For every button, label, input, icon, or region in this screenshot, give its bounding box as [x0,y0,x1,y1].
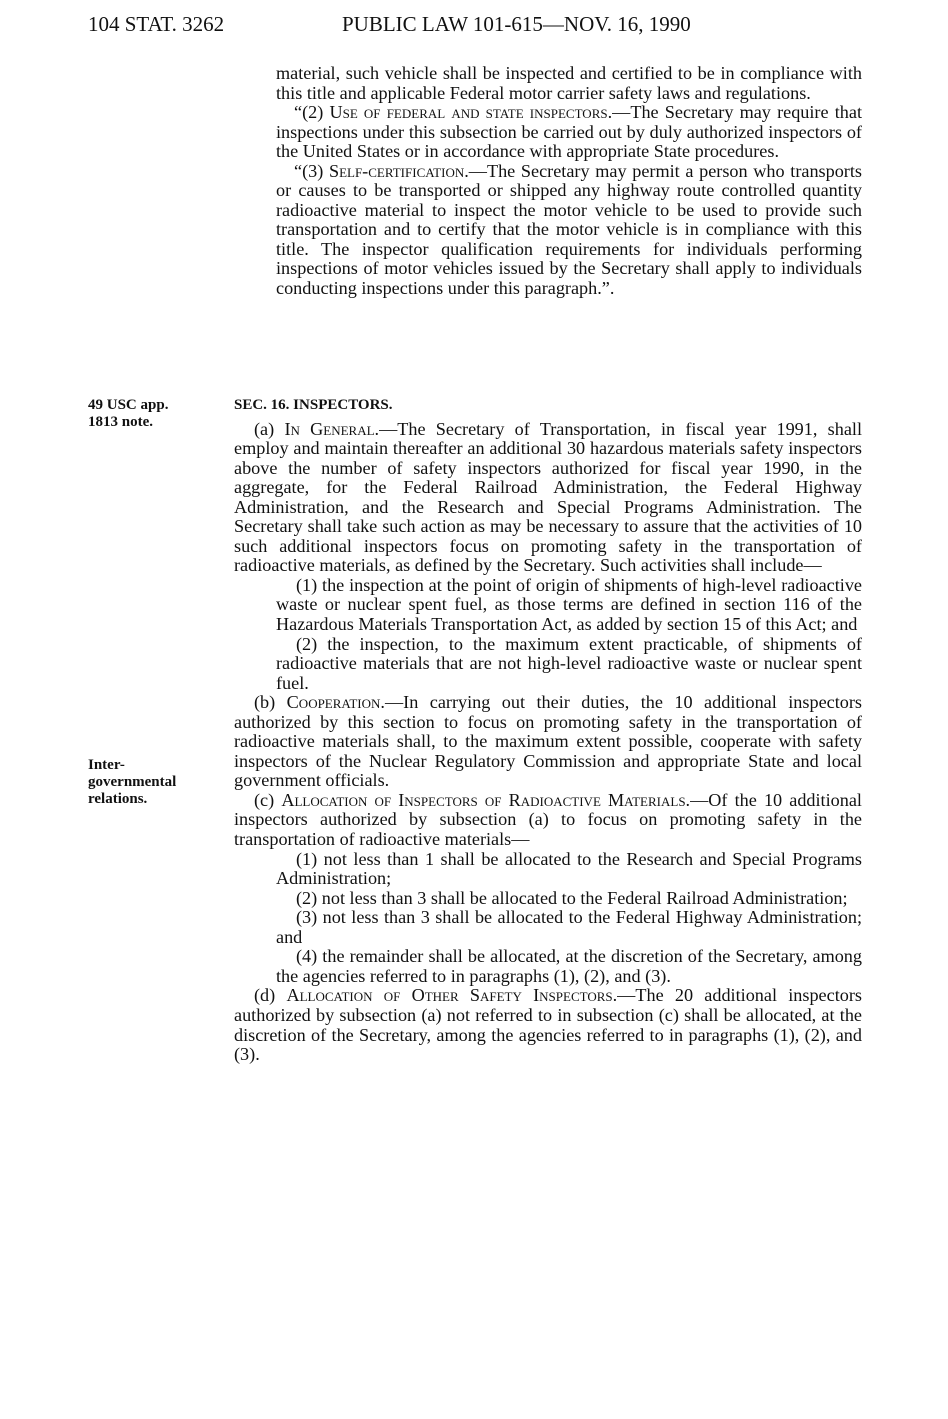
margin-note-line: governmental [88,774,177,790]
paragraph-c1: (1) not less than 1 shall be allocated to the Research and Special Programs Administration; [276,848,862,889]
subsection-heading: Allocation of Inspectors of Radioactive Materials. [281,789,691,810]
subsection-b: (b) Cooperation.—In carrying out their duties, the 10 additional inspectors authorized by this section to focus on promoting safety in the transportation of radioactive materials shall, to the maximum extent possible, cooperate with safety inspectors of the Nuclear Regulatory Commission and appropriate State and local government officials. [234,692,862,791]
margin-note-line: 1813 note. [88,414,153,430]
paragraph-c3: (3) not less than 3 shall be allocated to the Federal Highway Administration; and [276,907,862,947]
margin-note-line: 49 USC app. [88,397,169,413]
subsection-a: (a) In General.—The Secretary of Transportation, in fiscal year 1991, shall employ and maintain thereafter an additional 30 hazardous materials safety inspectors above the number of safety inspectors authorized for fiscal year 1990, in the aggregate, for the Federal Railroad Administration, the Federal Highway Administration, and the Research and Special Programs Administration. The Secretary shall take such action as may be necessary to assure that the activities of 10 such additional inspectors focus on promoting safety in the transportation of radioactive materials, as defined by the Secretary. Such activities shall include— [234,418,863,576]
section-16-block [234,396,862,1065]
margin-note-intergovernmental [88,757,213,808]
subsection-c: (c) Allocation of Inspectors of Radioactive Materials.—Of the 10 additional inspectors authorized by subsection (a) to focus on promoting safety in the transportation of radioactive materials— [234,789,862,850]
paragraph-2: “(2) Use of federal and state inspectors.—The Secretary may require that inspections under this subsection be carried out by duly authorized inspectors of the United States or in accordance with appropriate State procedures. [276,102,862,162]
paragraph-heading: Self-certification. [328,160,469,181]
paragraph-heading: Use of federal and state inspectors. [329,102,613,123]
stat-page-number: 104 STAT. 3262 [88,12,225,36]
margin-note-usc [88,397,213,431]
subsection-heading: In General. [284,418,380,439]
paragraph-3: “(3) Self-certification.—The Secretary may permit a person who transports or causes to be transported or shipped any highway route controlled quantity radioactive material to inspect the motor vehicle to be used to provide such transportation and to certify that the motor vehicle is in compliance with this title. The inspector qualification requirements for individuals performing inspections of motor vehicles issued by the Secretary shall apply to individuals conducting inspections under this paragraph.”. [276,160,862,299]
paragraph-a2: (2) the inspection, to the maximum extent practicable, of shipments of radioactive materials that are not high-level radioactive waste or nuclear spent fuel. [276,633,862,693]
section-heading: SEC. 16. INSPECTORS. [234,397,393,413]
continued-text-block [276,64,862,299]
subsection-d: (d) Allocation of Other Safety Inspectors.—The 20 additional inspectors authorized by subsection (a) not referred to in subsection (c) shall be allocated, at the discretion of the Secretary, among the agencies referred to in paragraphs (1), (2), and (3). [234,985,862,1065]
continued-paragraph: material, such vehicle shall be inspected and certified to be in compliance with this title and applicable Federal motor carrier safety laws and regulations. [276,63,862,103]
margin-note-line: Inter- [88,757,125,773]
paragraph-c4: (4) the remainder shall be allocated, at the discretion of the Secretary, among the agencies referred to in paragraphs (1), (2), and (3). [276,946,862,986]
public-law-title: PUBLIC LAW 101-615—NOV. 16, 1990 [342,12,691,36]
paragraph-c2: (2) not less than 3 shall be allocated to the Federal Railroad Administration; [296,887,848,908]
subsection-heading: Allocation of Other Safety Inspectors. [286,985,618,1006]
margin-note-line: relations. [88,791,148,807]
page-header [88,12,848,42]
paragraph-a1: (1) the inspection at the point of origin of shipments of high-level radioactive waste or nuclear spent fuel, as those terms are defined in section 116 of the Hazardous Materials Transportation Act, as added by section 15 of this Act; and [276,574,862,635]
subsection-heading: Cooperation. [286,692,385,713]
